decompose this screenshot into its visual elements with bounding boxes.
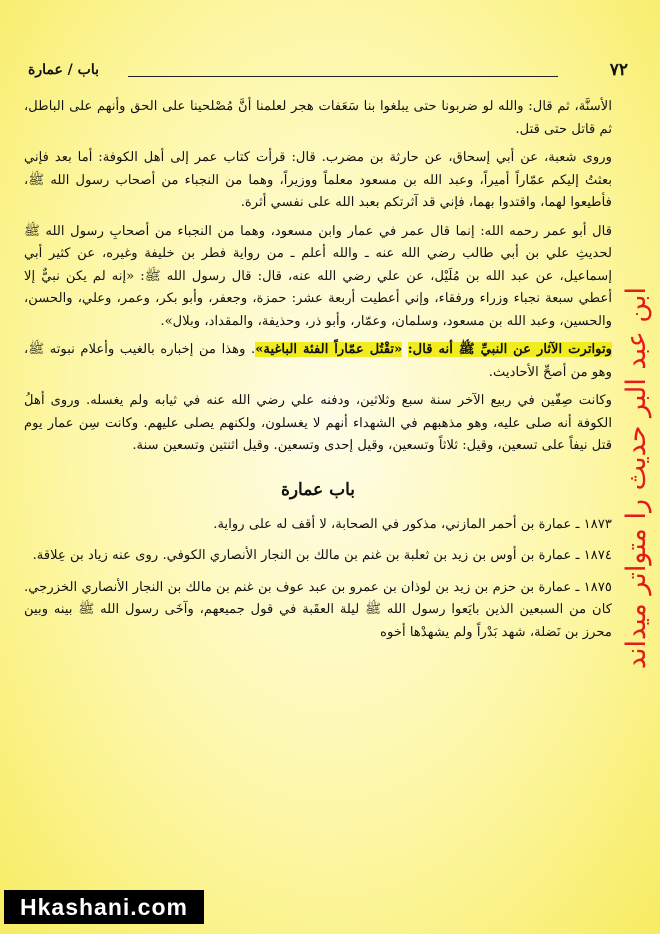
highlight-intro: وتواترت الآثار عن النبيِّ ﷺ أنه قال: [407,342,613,357]
header-rule [128,76,558,77]
page-header [28,56,628,82]
side-annotation [606,268,660,688]
paragraph-tawatur [24,339,612,384]
page-body [24,96,612,653]
paragraph-ammar-battle: الأسنَّة، ثم قال: والله لو ضربونا حتى يبلغوا بنا سَعَفات هجر لعلمنا أنَّ مُصْلحينا على الحق وأنهم على الباطل، ثم قاتل حتى قتل. [24,99,612,137]
section-title: باب عمارة [280,479,356,500]
page-number: ٧٢ [609,60,628,80]
side-annotation-text: ابن عبد البر حدیث را متواتر میداند [620,286,652,670]
tawatur-continuation: . وهذا من إخباره بالغيب وأعلام نبوته ﷺ، وهو من أصحِّ الأحاديث. [24,342,612,380]
paragraph-umar-letter: وروى شعبة، عن أبي إسحاق، عن حارثة بن مضرب. قال: قرأت كتاب عمر إلى أهل الكوفة: أما بعد فإني بعثتُ إليكم عمّاراً أميراً، وعبد الله بن مسعود معلماً ووزيراً، وهما من النجباء من أصحاب رسول الله ﷺ، فأطيعوا لهما، واقتدوا بهما، فإني قد آثرتكم بعبد الله على نفسي أثرة. [24,150,612,210]
highlight-hadith-quote: «تقْتُل عمّاراً الفئة الباغية» [255,342,403,357]
entry-1875: ١٨٧٥ ـ عمارة بن حزم بن زيد بن لوذان بن عمرو بن عبد عوف بن غنم بن مالك بن النجار الأنصاري الخزرجي. كان من السبعين الذين بايَعوا رسول الله ﷺ ليلة العقَبة في قول جميعهم، وآخَى رسول الله ﷺ بينه وبين محرز بن نَضلة، شهد بَدْراً ولم يشهدْها أخوه [24,579,612,640]
paragraph-abu-umar: قال أبو عمر رحمه الله: إنما قال عمر في عمار وابن مسعود، وهما من النجباء من أصحابِ رسول الله ﷺ لحديثِ علي بن أبي طالب رضي الله عنه ـ والله أعلم ـ من رواية فطر بن خليفة وغيره، عن كثير أبي إسماعيل، عن عبد الله بن مُلَيْل، عن علي رضي الله عنه، قال: قال رسول الله ﷺ: «إنه لم يكن نبيٌّ إلا أعطي سبعة نجباء وزراء ورفقاء، وإني أعطيت أربعة عشر: حمزة، وجعفر، وأبو بكر، وعمر، وعلي، والحسن، والحسين، وعبد الله بن مسعود، وسلمان، وعمّار، وأبو ذر، وحذيفة، والمقداد، وبلال». [24,223,612,329]
entry-1873: ١٨٧٣ ـ عمارة بن أحمر المازني، مذكور في الصحابة، لا أقف له على رواية. [213,516,612,532]
paragraph-death: وكانت صِفّين في ربيع الآخر سنة سبع وثلاثين، ودفنه علي رضي الله عنه في ثيابه ولم يغسله. وروى أهلُ الكوفة أنه صلى عليه، وهو مذهبهم في الشهداء أنهم لا يغسلون، ولكنهم يصلى عليهم. وكانت سِن عمار يوم قتل نيفاً على تسعين، وقيل: ثلاثاً وتسعين، وقيل إحدى وتسعين. وقيل اثنتين وتسعين سنة. [24,393,612,453]
entry-1874: ١٨٧٤ ـ عمارة بن أوس بن زيد بن ثعلبة بن غنم بن مالك بن النجار الأنصاري الكوفي. روى عنه زياد بن عِلاقة. [32,548,612,563]
running-title: باب / عمارة [28,62,100,78]
site-watermark: Hkashani.com [4,890,204,924]
